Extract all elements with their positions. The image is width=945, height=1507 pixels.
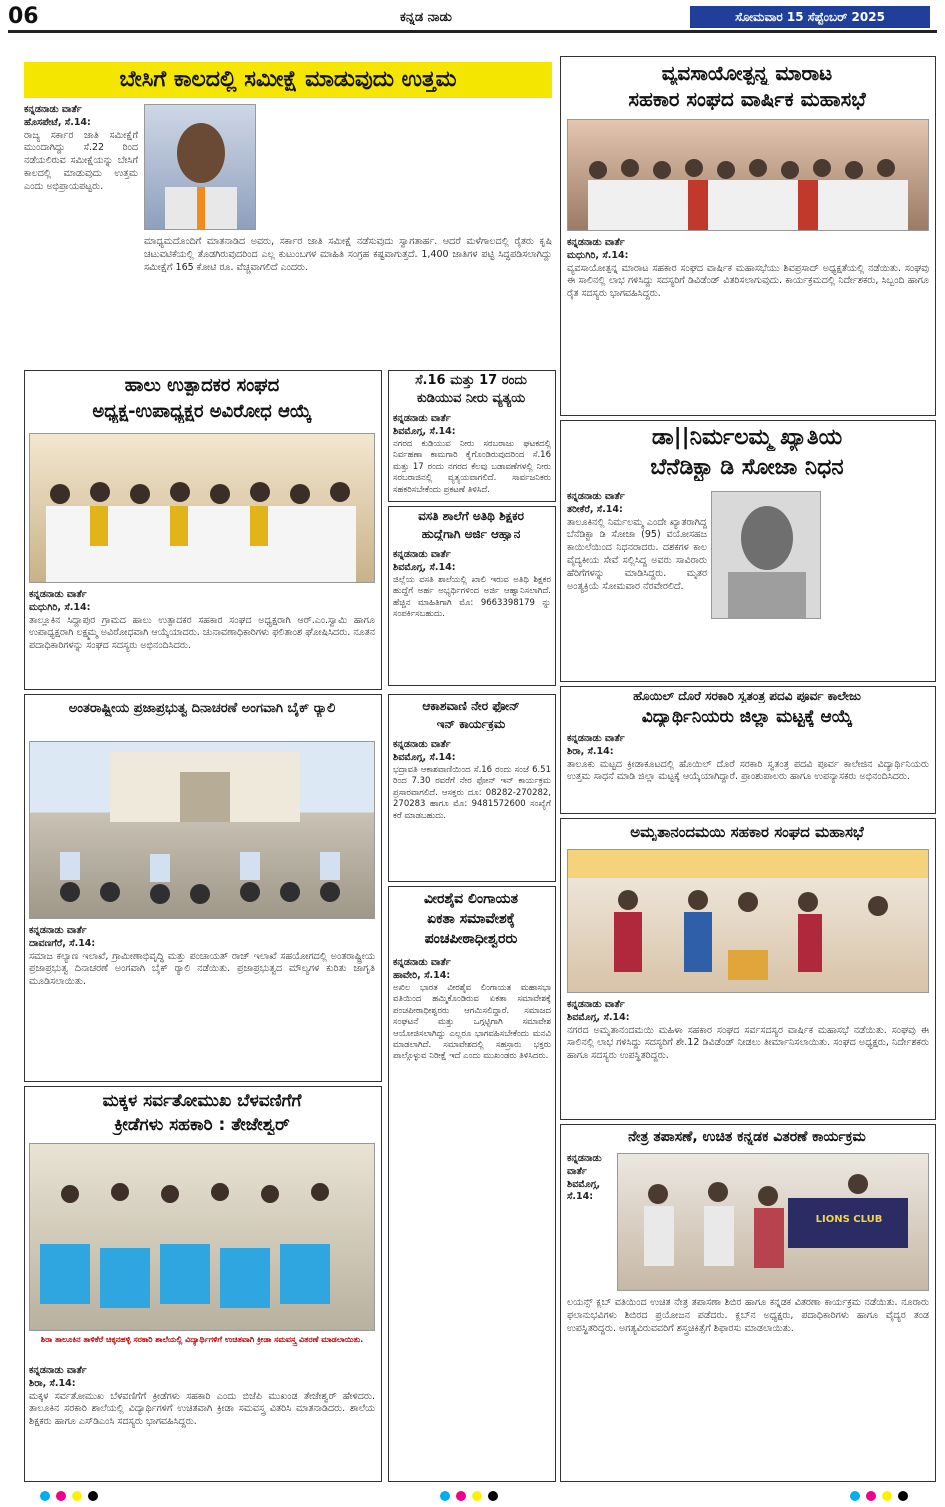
black-mark [488, 1491, 498, 1501]
registration-marks [0, 1487, 945, 1507]
article-body: ವ್ಯವಸಾಯೋತ್ಪನ್ನ ಮಾರಾಟ ಸಹಕಾರ ಸಂಘದ ವಾರ್ಷಿಕ ಮಹಾಸಭೆಯು ಶಿವಪ್ರಸಾದ್ ಅಧ್ಯಕ್ಷತೆಯಲ್ಲಿ ನಡೆಯಿತು. ಸಂಘವು ಈ ಸಾಲಿನಲ್ಲಿ ಲಾಭ ಗಳಿಸಿದ್ದು ಸದಸ್ಯರಿಗೆ ಡಿವಿಡೆಂಡ್ ವಿತರಿಸಲಾಗುವುದು. ಕಾರ್ಯಕ್ರಮದಲ್ಲಿ ನಿರ್ದೇಶಕರು, ಸಿಬ್ಬಂದಿ ಹಾಗೂ ರೈತ ಸದಸ್ಯರು ಭಾಗವಹಿಸಿದ್ದರು. [567, 262, 929, 300]
headline-line3: ಪಂಚಪೀಠಾಧೀಶ್ವರರು [424, 931, 518, 947]
obituary-portrait [711, 491, 821, 619]
byline: ಕನ್ನಡನಾಡು ವಾರ್ತೆ [567, 999, 625, 1010]
article-body: ನಗರದ ಕುಡಿಯುವ ನೀರು ಸರಬರಾಜು ಘಟಕದಲ್ಲಿ ನಿರ್ವಹಣಾ ಕಾಮಗಾರಿ ಕೈಗೊಂಡಿರುವುದರಿಂದ ಸೆ.16 ಮತ್ತು 17 ರಂದು ನಗರದ ಕೆಲವು ಬಡಾವಣೆಗಳಲ್ಲಿ ನೀರು ಸರಬರಾಜಿನಲ್ಲಿ ವ್ಯತ್ಯಯವಾಗಲಿದೆ. ಸಾರ್ವಜನಿಕರು ಸಹಕರಿಸಬೇಕೆಂದು ಪ್ರಕಟಣೆ ತಿಳಿಸಿದೆ. [393, 438, 551, 495]
black-mark [88, 1491, 98, 1501]
article-body: ಭದ್ರಾವತಿ ಆಕಾಶವಾಣಿಯಿಂದ ಸೆ.16 ರಂದು ಸಂಜೆ 6.51 ರಿಂದ 7.30 ರವರೆಗೆ ನೇರ ಫೋನ್ ಇನ್ ಕಾರ್ಯಕ್ರಮ ಪ್ರಸಾರವಾಗಲಿದೆ. ಆಸಕ್ತರು ದೂ: 08282-270282, 270283 ಹಾಗೂ ಮೊ: 9481572600 ಸಂಖ್ಯೆಗೆ ಕರೆ ಮಾಡಬಹುದು. [393, 764, 551, 821]
article-amrutanandamayi [560, 818, 936, 1120]
byline: ಕನ್ನಡನಾಡು ವಾರ್ತೆ [29, 925, 87, 936]
headline-line1: ಹೊಯಿಲ್ ದೊರೆ ಸರಕಾರಿ ಸ್ವತಂತ್ರ ಪದವಿ ಪೂರ್ವ ಕಾಲೇಜು [633, 689, 861, 703]
dateline: ತರೀಕೆರೆ, ಸೆ.14: [567, 503, 623, 515]
headline-caste-survey: ಬೇಸಿಗೆ ಕಾಲದಲ್ಲಿ ಸಮೀಕ್ಷೆ ಮಾಡುವುದು ಉತ್ತಮ [24, 62, 552, 98]
article-eye-camp [560, 1124, 936, 1482]
dateline: ಶಿವಮೊಗ್ಗ, ಸೆ.14: [567, 1011, 630, 1023]
article-cooperative-agm [560, 56, 936, 416]
group-photo [567, 119, 929, 231]
article-obituary [560, 420, 936, 682]
article-milk-union [24, 370, 382, 690]
magenta-mark [866, 1491, 876, 1501]
headline-line2: ಏಕತಾ ಸಮಾವೇಶಕ್ಕೆ [427, 911, 515, 927]
banner-text: LIONS CLUB [815, 1214, 883, 1225]
dateline: ಶಿವಮೊಗ್ಗ, ಸೆ.14: [393, 751, 456, 763]
portrait-photo [144, 104, 256, 230]
byline: ಕನ್ನಡನಾಡು ವಾರ್ತೆ [393, 957, 451, 968]
yellow-mark [472, 1491, 482, 1501]
headline: ಅಮೃತಾನಂದಮಯಿ ಸಹಕಾರ ಸಂಘದ ಮಹಾಸಭೆ [630, 823, 864, 841]
headline-line1: ಡಾ||ನಿರ್ಮಲಮ್ಮ ಖ್ಯಾತಿಯ [651, 425, 843, 450]
article-body: ತಾಲ್ಲೂಕಿನ ಸಿದ್ದಾಪುರ ಗ್ರಾಮದ ಹಾಲು ಉತ್ಪಾದಕರ ಸಹಕಾರ ಸಂಘದ ಅಧ್ಯಕ್ಷರಾಗಿ ಆರ್.ಎಂ.ಸ್ವಾಮಿ ಹಾಗೂ ಉಪಾಧ್ಯಕ್ಷರಾಗಿ ಲಕ್ಷ್ಮಮ್ಮ ಅವಿರೋಧವಾಗಿ ಆಯ್ಕೆಯಾದರು. ಚುನಾವಣಾಧಿಕಾರಿಗಳು ಫಲಿತಾಂಶ ಘೋಷಿಸಿದರು. ನೂತನ ಪದಾಧಿಕಾರಿಗಳನ್ನು ಸಂಘದ ಸದಸ್ಯರು ಅಭಿನಂದಿಸಿದರು. [29, 614, 375, 652]
article-radio-phone-in [388, 694, 556, 882]
magenta-mark [56, 1491, 66, 1501]
article-college-students [560, 686, 936, 814]
byline: ಕನ್ನಡನಾಡು ವಾರ್ತೆ [29, 589, 87, 600]
byline: ಕನ್ನಡನಾಡು ವಾರ್ತೆ [393, 549, 451, 560]
byline: ಕನ್ನಡನಾಡು ವಾರ್ತೆ [393, 413, 451, 424]
dateline: ಹಾವೇರಿ, ಸೆ.14: [393, 969, 451, 981]
byline: ಕನ್ನಡನಾಡು ವಾರ್ತೆ [29, 1365, 87, 1376]
headline-line1: ಹಾಲು ಉತ್ಪಾದಕರ ಸಂಘದ [124, 375, 280, 396]
headline-line2: ಹುದ್ದೆಗಾಗಿ ಅರ್ಜಿ ಆಹ್ವಾನ [421, 527, 521, 541]
headline-line2: ಸಹಕಾರ ಸಂಘದ ವಾರ್ಷಿಕ ಮಹಾಸಭೆ [628, 87, 866, 111]
dateline: ಮಧುಗಿರಿ, ಸೆ.14: [29, 601, 91, 613]
page-number: 06 [8, 4, 39, 29]
byline: ಕನ್ನಡನಾಡು ವಾರ್ತೆ [567, 237, 625, 248]
headline-line1: ಸೆ.16 ಮತ್ತು 17 ರಂದು [415, 373, 527, 388]
dateline: ಹೊಸಪೇಟೆ, ಸೆ.14: [24, 116, 91, 128]
dateline: ಶಿವಮೊಗ್ಗ, ಸೆ.14: [393, 425, 456, 437]
article-guest-teacher [388, 506, 556, 686]
article-body: ಅಖಿಲ ಭಾರತ ವೀರಶೈವ ಲಿಂಗಾಯತ ಮಹಾಸಭಾ ವತಿಯಿಂದ ಹಮ್ಮಿಕೊಂಡಿರುವ ಏಕತಾ ಸಮಾವೇಶಕ್ಕೆ ಪಂಚಪೀಠಾಧೀಶ್ವರರು ಆಗಮಿಸಲಿದ್ದಾರೆ. ಸಮಾಜದ ಸಂಘಟನೆ ಮತ್ತು ಒಗ್ಗಟ್ಟಿಗಾಗಿ ಸಮಾವೇಶ ಆಯೋಜಿಸಲಾಗಿದ್ದು ಎಲ್ಲರೂ ಭಾಗವಹಿಸಬೇಕೆಂದು ಮನವಿ ಮಾಡಲಾಗಿದೆ. ಸಮಾವೇಶದಲ್ಲಿ ಸಹಸ್ರಾರು ಭಕ್ತರು ಪಾಲ್ಗೊಳ್ಳುವ ನಿರೀಕ್ಷೆ ಇದೆ ಎಂದು ಮುಖಂಡರು ತಿಳಿಸಿದರು. [393, 982, 551, 1062]
students-photo [29, 1143, 375, 1331]
cyan-mark [40, 1491, 50, 1501]
dateline: ದಾವಣಗೆರೆ, ಸೆ.14: [29, 937, 96, 949]
byline: ಕನ್ನಡನಾಡು ವಾರ್ತೆ [393, 739, 451, 750]
byline: ಕನ್ನಡನಾಡು ವಾರ್ತೆ [24, 104, 82, 115]
article-caste-survey [24, 104, 552, 384]
yellow-mark [882, 1491, 892, 1501]
byline: ಕನ್ನಡನಾಡು ವಾರ್ತೆ [567, 733, 625, 744]
date-banner: ಸೋಮವಾರ 15 ಸೆಪ್ಟೆಂಬರ್ 2025 [690, 6, 930, 28]
article-body: ಸಮಾಜ ಕಲ್ಯಾಣ ಇಲಾಖೆ, ಗ್ರಾಮೀಣಾಭಿವೃದ್ಧಿ ಮತ್ತು ಪಂಚಾಯತ್ ರಾಜ್ ಇಲಾಖೆ ಸಹಯೋಗದಲ್ಲಿ ಅಂತರಾಷ್ಟ್ರೀಯ ಪ್ರಜಾಪ್ರಭುತ್ವ ದಿನಾಚರಣೆ ಅಂಗವಾಗಿ ಬೈಕ್ ರ್‍ಯಾಲಿ ನಡೆಯಿತು. ಪ್ರಜಾಪ್ರಭುತ್ವದ ಮೌಲ್ಯಗಳ ಕುರಿತು ಜಾಗೃತಿ ಮೂಡಿಸಲಾಯಿತು. [29, 950, 375, 988]
headline: ಅಂತರಾಷ್ಟ್ರೀಯ ಪ್ರಜಾಪ್ರಭುತ್ವ ದಿನಾಚರಣೆ ಅಂಗವಾಗಿ ಬೈಕ್ ರ್‍ಯಾಲಿ [68, 701, 336, 716]
header-rule [8, 30, 937, 33]
cyan-mark [440, 1491, 450, 1501]
article-bike-rally [24, 694, 382, 1082]
article-lead: ರಾಜ್ಯ ಸರ್ಕಾರ ಜಾತಿ ಸಮೀಕ್ಷೆಗೆ ಮುಂದಾಗಿದ್ದು ಸೆ.22 ರಿಂದ ನಡೆಯಲಿರುವ ಸಮೀಕ್ಷೆಯನ್ನು ಬೇಸಿಗೆ ಕಾಲದಲ್ಲಿ ಮಾಡುವುದು ಉತ್ತಮ ಎಂದು ಅಭಿಪ್ರಾಯಪಟ್ಟರು. [24, 129, 138, 192]
article-body: ಲಯನ್ಸ್ ಕ್ಲಬ್ ವತಿಯಿಂದ ಉಚಿತ ನೇತ್ರ ತಪಾಸಣಾ ಶಿಬಿರ ಹಾಗೂ ಕನ್ನಡಕ ವಿತರಣಾ ಕಾರ್ಯಕ್ರಮ ನಡೆಯಿತು. ನೂರಾರು ಫಲಾನುಭವಿಗಳು ಶಿಬಿರದ ಪ್ರಯೋಜನ ಪಡೆದರು. ಕ್ಲಬ್‌ನ ಅಧ್ಯಕ್ಷರು, ಪದಾಧಿಕಾರಿಗಳು ಹಾಗೂ ವೈದ್ಯರ ತಂಡ ಉಪಸ್ಥಿತರಿದ್ದರು. ಅಗತ್ಯವಿರುವವರಿಗೆ ಶಸ್ತ್ರಚಿಕಿತ್ಸೆಗೆ ಶಿಫಾರಸು ಮಾಡಲಾಯಿತು. [567, 1297, 929, 1334]
yellow-mark [72, 1491, 82, 1501]
article-body: ನಗರದ ಅಮೃತಾನಂದಮಯಿ ಮಹಿಳಾ ಸಹಕಾರ ಸಂಘದ ಸರ್ವಸದಸ್ಯರ ವಾರ್ಷಿಕ ಮಹಾಸಭೆ ನಡೆಯಿತು. ಸಂಘವು ಈ ಸಾಲಿನಲ್ಲಿ ಲಾಭ ಗಳಿಸಿದ್ದು ಸದಸ್ಯರಿಗೆ ಶೇ.12 ಡಿವಿಡೆಂಡ್ ನೀಡಲು ತೀರ್ಮಾನಿಸಲಾಯಿತು. ಸಂಘದ ಅಧ್ಯಕ್ಷರು, ನಿರ್ದೇಶಕರು ಹಾಗೂ ಸದಸ್ಯರು ಉಪಸ್ಥಿತರಿದ್ದರು. [567, 1024, 929, 1062]
magenta-mark [456, 1491, 466, 1501]
headline-line1: ವ್ಯವಸಾಯೋತ್ಪನ್ನ ಮಾರಾಟ [661, 61, 833, 85]
rally-photo [29, 741, 375, 919]
headline-line2: ಕ್ರೀಡೆಗಳು ಸಹಕಾರಿ : ತೇಜೇಶ್ವರ್ [114, 1115, 290, 1135]
byline: ಕನ್ನಡನಾಡು ವಾರ್ತೆ [567, 1153, 602, 1177]
event-photo [567, 849, 929, 993]
headline-line1: ವಸತಿ ಶಾಲೆಗೆ ಅತಿಥಿ ಶಿಕ್ಷಕರ [418, 509, 524, 523]
article-water-supply [388, 370, 556, 502]
byline: ಕನ್ನಡನಾಡು ವಾರ್ತೆ [567, 491, 625, 502]
headline-line2: ಬೆನೆಡಿಕ್ಟಾ ಡಿ ಸೋಜಾ ನಿಧನ [650, 455, 844, 480]
article-body: ತಾಲೂಕು ಮಟ್ಟದ ಕ್ರೀಡಾಕೂಟದಲ್ಲಿ ಹೊಯಿಲ್ ದೊರೆ ಸರಕಾರಿ ಸ್ವತಂತ್ರ ಪದವಿ ಪೂರ್ವ ಕಾಲೇಜಿನ ವಿದ್ಯಾರ್ಥಿನಿಯರು ಉತ್ತಮ ಸಾಧನೆ ಮಾಡಿ ಜಿಲ್ಲಾ ಮಟ್ಟಕ್ಕೆ ಆಯ್ಕೆಯಾಗಿದ್ದಾರೆ. ಪ್ರಾಂಶುಪಾಲರು ಹಾಗೂ ಉಪನ್ಯಾಸಕರು ಅಭಿನಂದಿಸಿದರು. [567, 758, 929, 783]
article-body: ಮಕ್ಕಳ ಸರ್ವತೋಮುಖ ಬೆಳವಣಿಗೆಗೆ ಕ್ರೀಡೆಗಳು ಸಹಕಾರಿ ಎಂದು ಬಿಜೆಪಿ ಮುಖಂಡ ತೇಜೇಶ್ವರ್ ಹೇಳಿದರು. ತಾಲೂಕಿನ ಸರಕಾರಿ ಶಾಲೆಯಲ್ಲಿ ವಿದ್ಯಾರ್ಥಿಗಳಿಗೆ ಉಚಿತವಾಗಿ ಕ್ರೀಡಾ ಸಮವಸ್ತ್ರ ವಿತರಿಸಿ ಮಾತನಾಡಿದರು. ಶಾಲೆಯ ಶಿಕ್ಷಕರು ಹಾಗೂ ಎಸ್‌ಡಿಎಂಸಿ ಸದಸ್ಯರು ಭಾಗವಹಿಸಿದ್ದರು. [29, 1390, 375, 1428]
headline-line2: ವಿದ್ಯಾರ್ಥಿನಿಯರು ಜಿಲ್ಲಾ ಮಟ್ಟಕ್ಕೆ ಆಯ್ಕೆ [641, 707, 853, 727]
dateline: ಶಿವಮೊಗ್ಗ, ಸೆ.14: [393, 561, 456, 573]
photo-caption: ಶಿರಾ ತಾಲೂಕಿನ ತಾಳಿಕೆರೆ ಚಿಕ್ಕನಹಳ್ಳಿ ಸರಕಾರಿ ಶಾಲೆಯಲ್ಲಿ ವಿದ್ಯಾರ್ಥಿಗಳಿಗೆ ಉಚಿತವಾಗಿ ಕ್ರೀಡಾ ಸಮವಸ್ತ್ರ ವಿತರಣೆ ಮಾಡಲಾಯಿತು. [40, 1335, 364, 1344]
headline: ನೇತ್ರ ತಪಾಸಣೆ, ಉಚಿತ ಕನ್ನಡಕ ವಿತರಣೆ ಕಾರ್ಯಕ್ರಮ [628, 1129, 866, 1145]
article-body: ತಾಲೂಕಿನಲ್ಲಿ ನಿರ್ಮಲಮ್ಮ ಎಂದೇ ಖ್ಯಾತರಾಗಿದ್ದ ಬೆನೆಡಿಕ್ಟಾ ಡಿ ಸೋಜಾ (95) ವಯೋಸಹಜ ಕಾಯಿಲೆಯಿಂದ ನಿಧನರಾದರು. ದಶಕಗಳ ಕಾಲ ವೈದ್ಯಕೀಯ ಸೇವೆ ಸಲ್ಲಿಸಿದ್ದ ಅವರು ಸಾವಿರಾರು ಹೆರಿಗೆಗಳನ್ನು ಮಾಡಿಸಿದ್ದರು. ಮೃತರ ಅಂತ್ಯಕ್ರಿಯೆ ಸೋಮವಾರ ನೆರವೇರಲಿದೆ. [567, 516, 707, 592]
headline-line1: ಆಕಾಶವಾಣಿ ನೇರ ಫೋನ್ [422, 699, 520, 713]
headline-line1: ವೀರಶೈವ ಲಿಂಗಾಯತ [423, 891, 519, 907]
masthead: ಕನ್ನಡ ನಾಡು [400, 10, 452, 25]
cyan-mark [850, 1491, 860, 1501]
dateline: ಮಧುಗಿರಿ, ಸೆ.14: [567, 249, 629, 261]
headline-line2: ಅಧ್ಯಕ್ಷ-ಉಪಾಧ್ಯಕ್ಷರ ಅವಿರೋಧ ಆಯ್ಕೆ [92, 401, 312, 422]
dateline: ಶಿವಮೊಗ್ಗ, ಸೆ.14: [567, 1178, 601, 1203]
headline-line2: ಇನ್ ಕಾರ್ಯಕ್ರಮ [436, 717, 506, 731]
article-body: ಮಾಧ್ಯಮದೊಂದಿಗೆ ಮಾತನಾಡಿದ ಅವರು, ಸರ್ಕಾರ ಜಾತಿ ಸಮೀಕ್ಷೆ ನಡೆಸುವುದು ಸ್ವಾಗತಾರ್ಹ. ಆದರೆ ಮಳೆಗಾಲದಲ್ಲಿ ರೈತರು ಕೃಷಿ ಚಟುವಟಿಕೆಯಲ್ಲಿ ತೊಡಗಿರುವುದರಿಂದ ಎಲ್ಲ ಕುಟುಂಬಗಳ ಮಾಹಿತಿ ಸಂಗ್ರಹ ಕಷ್ಟವಾಗುತ್ತದೆ. 1,400 ಜಾತಿಗಳ ಪಟ್ಟಿ ಸಿದ್ಧಪಡಿಸಲಾಗಿದ್ದು ಸಮೀಕ್ಷೆಗೆ 165 ಕೋಟಿ ರೂ. ವೆಚ್ಚವಾಗಲಿದೆ ಎಂದರು. [144, 236, 552, 273]
headline-line2: ಕುಡಿಯುವ ನೀರು ವ್ಯತ್ಯಯ [416, 391, 526, 406]
black-mark [898, 1491, 908, 1501]
eye-camp-photo [617, 1153, 929, 1291]
headline-line1: ಮಕ್ಕಳ ಸರ್ವತೋಮುಖ ಬೆಳವಣಿಗೆಗೆ [102, 1091, 302, 1111]
dateline: ಶಿರಾ, ಸೆ.14: [29, 1377, 76, 1389]
dateline: ಶಿರಾ, ಸೆ.14: [567, 745, 614, 757]
group-photo [29, 433, 375, 583]
article-sports-kit [24, 1086, 382, 1482]
article-veerashaiva [388, 886, 556, 1482]
article-body: ಜಿಲ್ಲೆಯ ವಸತಿ ಶಾಲೆಯಲ್ಲಿ ಖಾಲಿ ಇರುವ ಅತಿಥಿ ಶಿಕ್ಷಕರ ಹುದ್ದೆಗೆ ಅರ್ಹ ಅಭ್ಯರ್ಥಿಗಳಿಂದ ಅರ್ಜಿ ಆಹ್ವಾನಿಸಲಾಗಿದೆ. ಹೆಚ್ಚಿನ ಮಾಹಿತಿಗಾಗಿ ಮೊ: 9663398179 ನ್ನು ಸಂಪರ್ಕಿಸಬಹುದು. [393, 574, 551, 620]
